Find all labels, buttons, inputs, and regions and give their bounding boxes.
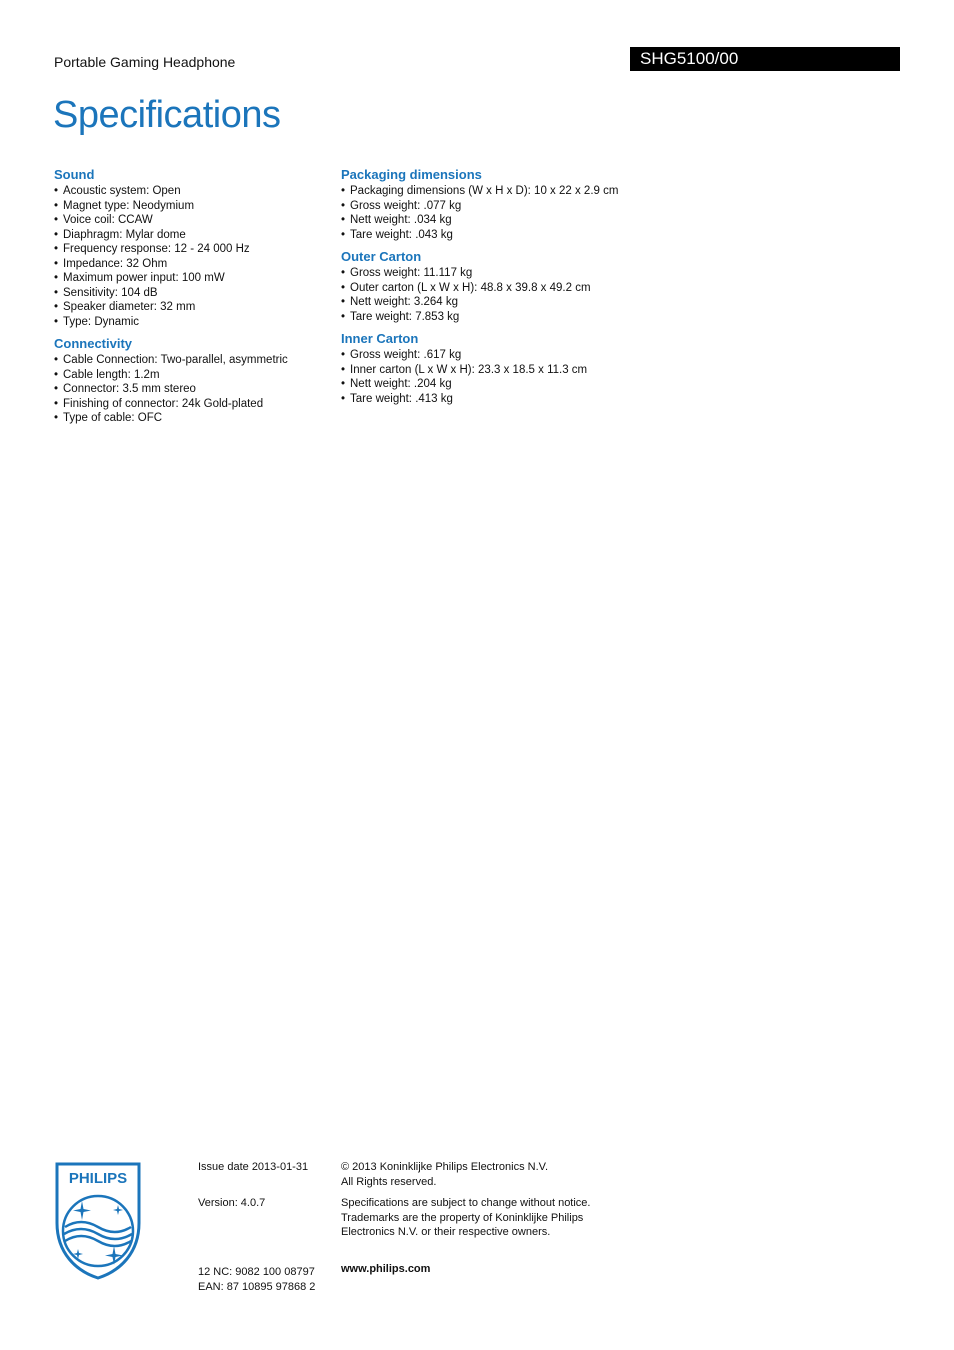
- section-title: Packaging dimensions: [341, 167, 482, 182]
- spec-column-left: [54, 167, 324, 433]
- spec-column-right: [341, 167, 641, 413]
- spec-item: • Nett weight: .034 kg: [341, 213, 641, 228]
- copyright: © 2013 Koninklijke Philips Electronics N.V.: [341, 1161, 549, 1173]
- spec-item: • Acoustic system: Open: [54, 184, 324, 199]
- spec-section: [341, 167, 641, 242]
- spec-item: • Tare weight: .413 kg: [341, 392, 641, 407]
- philips-shield-logo: [54, 1161, 142, 1281]
- spec-item: • Cable length: 1.2m: [54, 368, 324, 383]
- spec-item: • Connector: 3.5 mm stereo: [54, 382, 324, 397]
- spec-section: [341, 331, 641, 406]
- spec-item: • Gross weight: .077 kg: [341, 199, 641, 214]
- notice-line-2: Trademarks are the property of Koninklijke Philips: [341, 1211, 584, 1224]
- spec-item: • Nett weight: 3.264 kg: [341, 295, 641, 310]
- logo-text: PHILIPS: [68, 1170, 128, 1187]
- spec-item: • Voice coil: CCAW: [54, 213, 324, 228]
- spec-item: • Type: Dynamic: [54, 315, 324, 330]
- spec-item: • Tare weight: .043 kg: [341, 228, 641, 243]
- section-title: Outer Carton: [341, 249, 422, 264]
- nc-number: 12 NC: 9082 100 08797: [198, 1266, 315, 1278]
- spec-item: • Gross weight: .617 kg: [341, 348, 641, 363]
- website-link[interactable]: www.philips.com: [341, 1262, 431, 1275]
- spec-item: • Type of cable: OFC: [54, 411, 324, 426]
- version: Version: 4.0.7: [198, 1196, 266, 1209]
- spec-item: • Frequency response: 12 - 24 000 Hz: [54, 242, 324, 257]
- spec-item: • Diaphragm: Mylar dome: [54, 228, 324, 243]
- spec-item: • Tare weight: 7.853 kg: [341, 310, 641, 325]
- ean-number: EAN: 87 10895 97868 2: [198, 1280, 316, 1293]
- notice-line-3: Electronics N.V. or their respective owners.: [341, 1226, 551, 1238]
- spec-item: • Nett weight: .204 kg: [341, 377, 641, 392]
- spec-section: [54, 167, 324, 329]
- spec-list: [341, 348, 641, 406]
- notice-line-1: Specifications are subject to change without notice.: [341, 1197, 591, 1209]
- issue-date: Issue date 2013-01-31: [198, 1161, 309, 1173]
- spec-item: • Maximum power input: 100 mW: [54, 271, 324, 286]
- spec-item: • Speaker diameter: 32 mm: [54, 300, 324, 315]
- product-name: Portable Gaming Headphone: [54, 54, 236, 70]
- section-title: Inner Carton: [341, 331, 419, 346]
- spec-section: [54, 336, 324, 426]
- spec-item: • Sensitivity: 104 dB: [54, 286, 324, 301]
- spec-item: • Gross weight: 11.117 kg: [341, 266, 641, 281]
- page-title: Specifications: [53, 94, 281, 136]
- footer-legal: [341, 1160, 611, 1276]
- section-title: Connectivity: [54, 336, 133, 351]
- spec-item: • Finishing of connector: 24k Gold-plated: [54, 397, 324, 412]
- model-badge: SHG5100/00: [630, 47, 900, 71]
- spec-item: • Impedance: 32 Ohm: [54, 257, 324, 272]
- spec-list: [341, 266, 641, 324]
- rights-reserved: All Rights reserved.: [341, 1175, 437, 1188]
- spec-list: [54, 353, 324, 426]
- spec-item: • Cable Connection: Two-parallel, asymmetric: [54, 353, 324, 368]
- section-title: Sound: [54, 167, 95, 182]
- spec-item: • Outer carton (L x W x H): 48.8 x 39.8 x 49.2 cm: [341, 281, 641, 296]
- spec-section: [341, 249, 641, 324]
- spec-list: [341, 184, 641, 242]
- spec-item: • Inner carton (L x W x H): 23.3 x 18.5 x 11.3 cm: [341, 363, 641, 378]
- spec-item: • Magnet type: Neodymium: [54, 199, 324, 214]
- spec-item: • Packaging dimensions (W x H x D): 10 x 22 x 2.9 cm: [341, 184, 641, 199]
- spec-list: [54, 184, 324, 329]
- footer-meta: [198, 1160, 328, 1294]
